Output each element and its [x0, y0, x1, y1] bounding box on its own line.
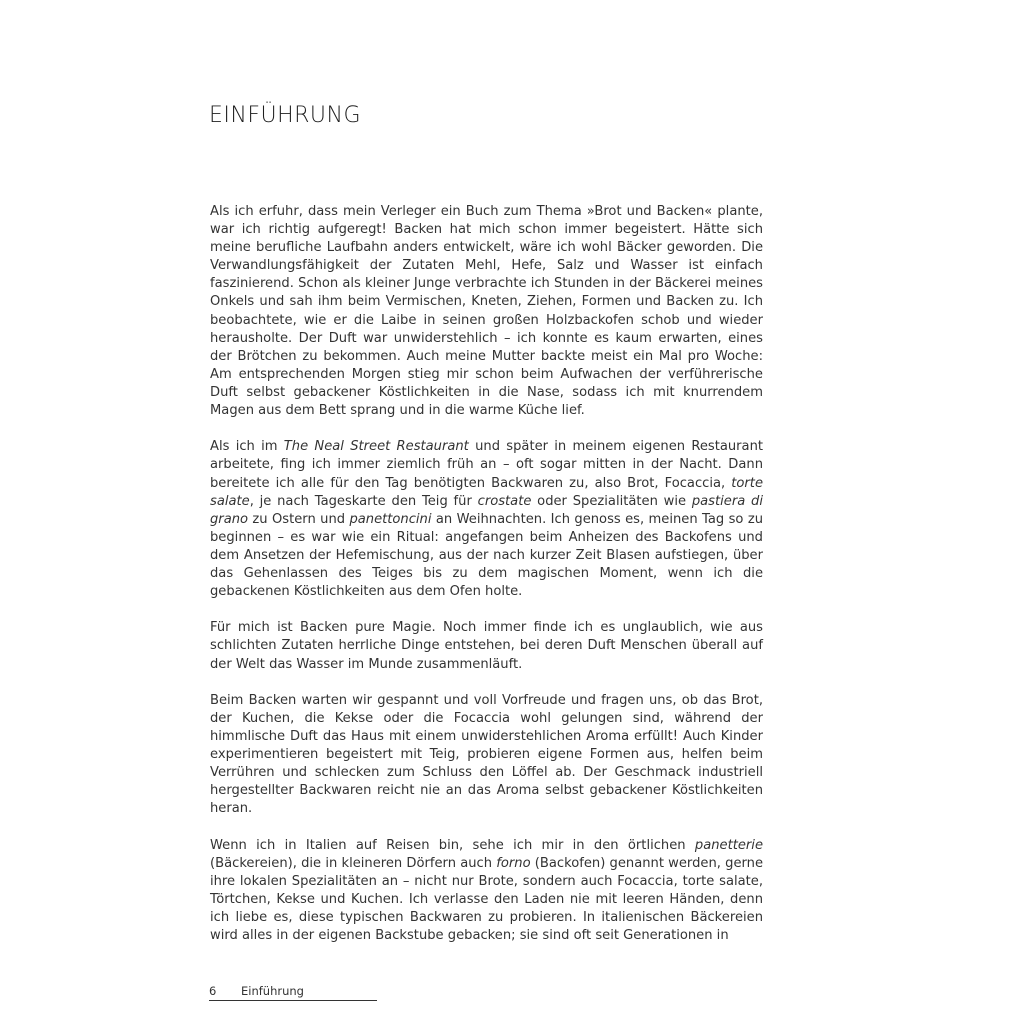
chapter-title: EINFÜHRUNG — [209, 103, 362, 128]
page-footer — [209, 984, 377, 1001]
paragraph-5 — [210, 837, 763, 946]
paragraph-5-italic-term: panetterie — [694, 837, 763, 853]
paragraph-4 — [210, 692, 763, 819]
paragraph-3-text: Für mich ist Backen pure Magie. Noch immer finde ich es unglaublich, wie aus schlichten Zutaten herrliche Dinge entstehen, bei deren Duft Menschen überall auf der Welt das Wasser im Munde zusammenläuft. — [210, 620, 763, 672]
paragraph-2-text: , je nach Tageskarte den Teig für — [249, 493, 478, 509]
paragraph-5-text: (Backofen) genannt werden, gerne ihre lokalen Spezialitäten an – nicht nur Brote, sondern auch Focaccia, torte salate, Törtchen, Kekse und Kuchen. Ich verlasse den Laden nie mit leeren Händen, denn ich liebe es, diese typischen Backwaren zu probieren. In italienischen Bäckereien wird alles in der eigenen Backstube gebacken; sie sind oft seit Generationen in — [210, 855, 764, 944]
paragraph-4-text: Beim Backen warten wir gespannt und voll Vorfreude und fragen uns, ob das Brot, der Kuchen, die Kekse oder die Focaccia wohl gelungen sind, während der himmlische Duft das Haus mit einem unwiderstehlichen Aroma erfüllt! Auch Kinder experimentieren begeistert mit Teig, probieren eigene Formen aus, helfen beim Verrühren und schlecken zum Schluss den Löffel ab. Der Geschmack industriell hergestellter Backwaren reicht nie an das Aroma selbst gebackener Köstlichkeiten heran. — [210, 692, 763, 817]
paragraph-2-text: an Weihnachten. Ich genoss es, meinen Tag so zu beginnen – es war wie ein Ritual: angefangen beim Anheizen des Backofens und dem Ansetzen der Hefemischung, aus der nach kurzer Zeit Blasen aufstiegen, über das Gehenlassen des Teiges bis zu dem magischen Moment, wenn ich die gebackenen Köstlichkeiten aus dem Ofen holte. — [210, 511, 763, 600]
paragraph-5-text: (Bäckereien), die in kleineren Dörfern auch — [210, 855, 497, 871]
paragraph-2-italic-term: panettoncini — [349, 511, 432, 527]
paragraph-2-text: und später in meinem eigenen Restaurant arbeitete, fing ich immer ziemlich früh an – oft sogar mitten in der Nacht. Dann bereitete ich alle für den Tag benötigten Backwaren zu, also Brot, Focaccia, — [210, 439, 764, 491]
paragraph-2-text: zu Ostern und — [248, 511, 350, 527]
paragraph-2-italic-term: crostate — [477, 493, 532, 509]
paragraph-5-italic-term: forno — [496, 855, 531, 871]
paragraph-2-italic-term: pastiera di grano — [210, 493, 763, 527]
running-footer-section: Einführung — [241, 984, 304, 998]
paragraph-5-text: Wenn ich in Italien auf Reisen bin, sehe ich mir in den örtlichen — [210, 837, 695, 853]
page-number: 6 — [209, 984, 217, 998]
paragraph-1-text: Als ich erfuhr, dass mein Verleger ein Buch zum Thema »Brot und Backen« plante, war ich richtig aufgeregt! Backen hat mich schon immer begeistert. Hätte sich meine berufliche Laufbahn anders entwickelt, wäre ich wohl Bäcker geworden. Die Verwandlungsfähigkeit der Zutaten Mehl, Hefe, Salz und Wasser ist einfach faszinierend. Schon als kleiner Junge verbrachte ich Stunden in der Bäckerei meines Onkels und sah ihm beim Vermischen, Kneten, Ziehen, Formen und Backen zu. Ich beobachtete, wie er die Laibe in seinen großen Holzbackofen schob und wieder herausholte. Der Duft war unwiderstehlich – ich konnte es kaum erwarten, eines der Brötchen zu bekommen. Auch meine Mutter backte meist ein Mal pro Woche: Am entsprechenden Morgen stieg mir schon beim Aufwachen der verführerische Duft selbst gebackener Köstlichkeiten in die Nase, sodass ich mit knurrendem Magen aus dem Bett sprang und in die warme Küche lief. — [210, 204, 763, 419]
paragraph-1 — [210, 203, 763, 420]
paragraph-2-text: oder Spezialitäten wie — [531, 493, 692, 509]
paragraph-2-text: Als ich im — [210, 439, 284, 455]
paragraph-2-italic-restaurant-name: The Neal Street Restaurant — [283, 439, 469, 455]
body-text — [210, 203, 763, 945]
paragraph-2-italic-term: torte salate — [210, 475, 763, 509]
paragraph-2 — [210, 438, 763, 601]
paragraph-3 — [210, 619, 763, 673]
